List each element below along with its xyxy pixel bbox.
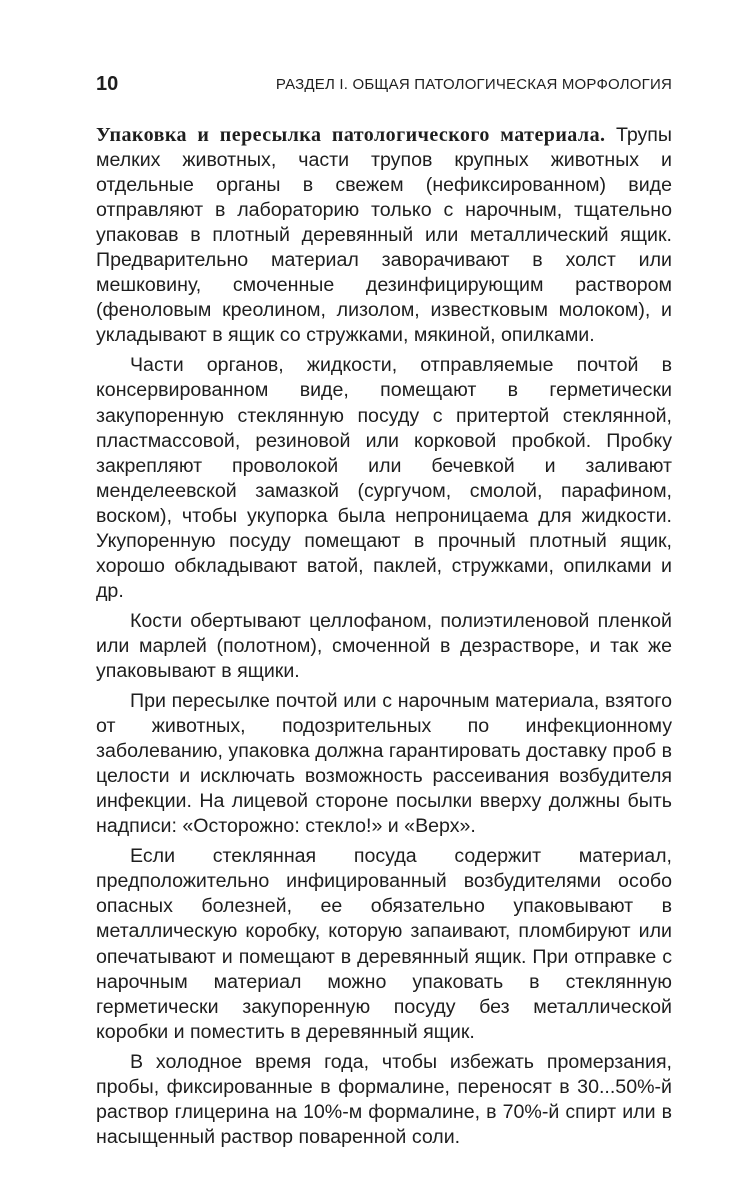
paragraph-infectious-material: При пересылке почтой или с нарочным материала, взятого от животных, подозрительных по инфекционному заболеванию, упаковка должна гарантировать доставку проб в целости и исключать возможность рассеивания возбудителя инфекции. На лицевой стороне посылки вверху должны быть надписи: «Осторожно: стекло!» и «Верх». xyxy=(96,690,672,838)
running-head: РАЗДЕЛ I. ОБЩАЯ ПАТОЛОГИЧЕСКАЯ МОРФОЛОГИЯ xyxy=(275,76,672,93)
section-heading: Упаковка и пересылка патологического материала. xyxy=(96,124,606,146)
body-text xyxy=(96,123,672,1150)
paragraph-organs-liquids: Части органов, жидкости, отправляемые почтой в консервированном виде, помещают в герметически закупоренную стеклянную посуду с притертой стеклянной, пластмассовой, резиновой или корковой пробкой. Пробку закрепляют проволокой или бечевкой и заливают менделеевской замазкой (сургучом, смолой, парафином, воском), чтобы укупорка была непроницаема для жидкости. Укупоренную посуду помещают в прочный плотный ящик, хорошо обкладывают ватой, паклей, стружками, опилками и др. xyxy=(96,354,672,602)
paragraph-cold-season: В холодное время года, чтобы избежать промерзания, пробы, фиксированные в формалине, переносят в 30...50%-й раствор глицерина на 10%-м формалине, в 70%-й спирт или в насыщенный раствор поваренной соли. xyxy=(96,1050,672,1148)
page-number: 10 xyxy=(96,73,119,95)
paragraph-dangerous-diseases: Если стеклянная посуда содержит материал, предположительно инфицированный возбудителями особо опасных болезней, ее обязательно упаковывают в металлическую коробку, которую запаивают, пломбируют или опечатывают и помещают в деревянный ящик. При отправке с нарочным материал можно упаковать в стеклянную герметически закупоренную посуду без металлической коробки и поместить в деревянный ящик. xyxy=(96,845,672,1043)
intro-text: Трупы мелких животных, части трупов крупных животных и отдельные органы в свежем (нефиксированном) виде отправляют в лабораторию только с нарочным, тщательно упаковав в плотный деревянный или металлический ящик. Предварительно материал заворачивают в холст или мешковину, смоченные дезинфицирующим раствором (феноловым креолином, лизолом, известковым молоком), и укладывают в ящик со стружками, мякиной, опилками. xyxy=(96,124,672,347)
page-header xyxy=(96,72,672,100)
paragraph-bones: Кости обертывают целлофаном, полиэтиленовой пленкой или марлей (полотном), смоченной в дезрастворе, и так же упаковывают в ящики. xyxy=(96,609,672,682)
section-intro-paragraph xyxy=(96,123,672,348)
